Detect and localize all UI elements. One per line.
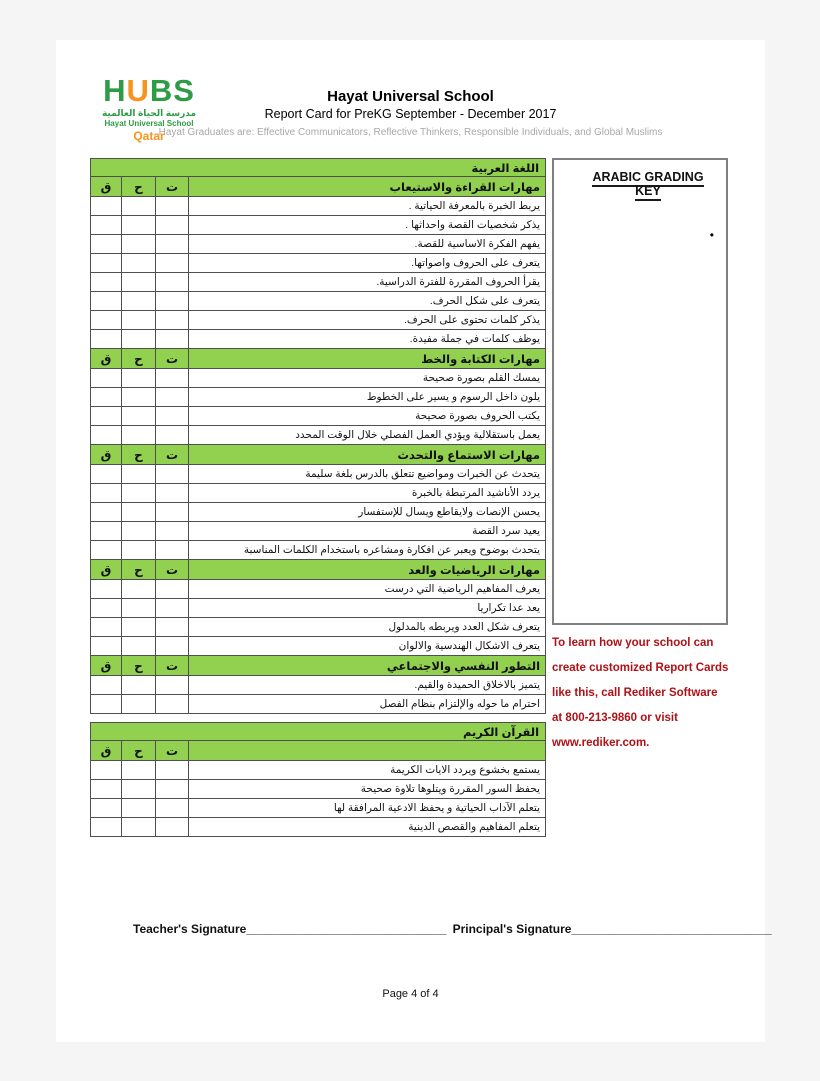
grade-col-t: ت [156,445,189,465]
grade-cell [156,426,189,445]
skill-text: يتعلم الآداب الحياتية و يحفظ الادعية المرافقة لها [189,799,546,818]
principal-signature-label: Principal's Signature [452,922,572,936]
grade-cell [156,197,189,216]
table-row [91,503,546,522]
arabic-grading-key-box [552,158,728,625]
grade-cell [91,216,122,235]
rediker-promo-text [552,631,752,756]
skill-text: يوظف كلمات في جملة مفيدة. [189,330,546,349]
table-row [91,465,546,484]
skill-text: يستمع بخشوع ويردد الايات الكريمة [189,761,546,780]
table-row [91,292,546,311]
grade-cell [156,292,189,311]
table-row [91,235,546,254]
grade-cell [122,465,156,484]
report-card-page [56,40,772,1042]
grade-col-h: ح [122,177,156,197]
grade-cell [122,388,156,407]
grade-cell [91,618,122,637]
skill-text: يتحدث بوضوح ويعبر عن افكارة ومشاعره باستخدام الكلمات المناسبة [189,541,546,560]
skill-text: يتميز بالاخلاق الحميدة والقيم. [189,676,546,695]
grade-cell [156,818,189,837]
grade-cell [91,484,122,503]
grade-cell [122,637,156,656]
skill-text: يذكر شخصيات القصة واحداثها . [189,216,546,235]
table-row [91,426,546,445]
promo-line: at 800-213-9860 or visit [552,712,678,724]
table-row [91,799,546,818]
grade-cell [156,465,189,484]
page-title: Hayat Universal School [327,88,494,105]
table-row [91,197,546,216]
grade-col-h: ح [122,741,156,761]
skill-text: يلون داخل الرسوم و يسير على الخطوط [189,388,546,407]
logo-letter-h: H [103,73,127,108]
grade-cell [156,580,189,599]
table-row [91,780,546,799]
grade-col-t: ت [156,349,189,369]
skill-text: يعمل باستقلالية ويؤدي العمل الفصلي خلال الوقت المحدد [189,426,546,445]
table-title-row [91,159,546,177]
report-subtitle: Report Card for PreKG September - December 2017 [264,107,557,121]
section-header-row [91,445,546,465]
principal-signature-line: ______________________________ [571,922,772,936]
table-row [91,216,546,235]
grade-cell [122,216,156,235]
skill-text: احترام ما حوله والإلتزام بنظام الفصل [189,695,546,714]
grade-cell [156,541,189,560]
section-header-label: التطور النفسي والاجتماعي [189,656,546,676]
section-header-row [91,656,546,676]
skill-text: يربط الخبرة بالمعرفة الحياتية . [189,197,546,216]
logo-arabic-name: مدرسة الحياة العالمية [101,108,197,118]
skill-text: يردد الأناشيد المرتبطة بالخبرة [189,484,546,503]
grade-cell [156,522,189,541]
grade-cell [91,407,122,426]
grade-col-t: ت [156,656,189,676]
grade-cell [91,503,122,522]
skill-text: يمسك القلم بصورة صحيحة [189,369,546,388]
grade-cell [156,235,189,254]
grade-cell [156,676,189,695]
grade-cell [156,599,189,618]
logo-english-name: Hayat Universal School [104,119,194,128]
table-title: اللغة العربية [91,159,546,177]
skill-text: يقرأ الحروف المقررة للفترة الدراسية. [189,273,546,292]
grade-cell [91,761,122,780]
signature-section [133,922,772,936]
skill-text: يعيد سرد القصة [189,522,546,541]
table-title: القرآن الكريم [91,723,546,741]
grade-cell [156,216,189,235]
grade-cell [122,541,156,560]
grade-col-q: ق [91,349,122,369]
table-row [91,580,546,599]
grade-cell [122,676,156,695]
grade-cell [122,330,156,349]
grade-cell [156,695,189,714]
grade-cell [156,388,189,407]
table-title-row [91,723,546,741]
grade-cell [91,465,122,484]
grade-cell [122,818,156,837]
grade-cell [91,522,122,541]
grade-cell [91,235,122,254]
grade-col-h: ح [122,445,156,465]
skill-text: يتعرف شكل العدد ويربطه بالمدلول [189,618,546,637]
table-row [91,369,546,388]
table-row [91,599,546,618]
grade-col-h: ح [122,560,156,580]
table-row [91,330,546,349]
grade-cell [156,484,189,503]
grade-col-q: ق [91,445,122,465]
grade-col-t: ت [156,560,189,580]
skill-text: يعرف المفاهيم الرياضية التي درست [189,580,546,599]
grade-cell [91,330,122,349]
grade-col-q: ق [91,741,122,761]
section-header-label [189,741,546,761]
grade-cell [122,369,156,388]
grade-cell [156,618,189,637]
skill-text: يفهم الفكرة الاساسية للقصة. [189,235,546,254]
grade-cell [91,426,122,445]
grade-cell [156,799,189,818]
grade-cell [122,599,156,618]
grade-cell [122,292,156,311]
table-row [91,484,546,503]
table-row [91,618,546,637]
grade-col-t: ت [156,177,189,197]
grade-col-q: ق [91,656,122,676]
grade-cell [91,780,122,799]
grade-cell [122,235,156,254]
table-row [91,388,546,407]
grade-cell [156,407,189,426]
table-row [91,637,546,656]
grade-cell [91,292,122,311]
page-number: Page 4 of 4 [382,988,439,1000]
table-row [91,761,546,780]
section-header-row [91,177,546,197]
section-header-label: مهارات الكتابة والخط [189,349,546,369]
grade-cell [91,580,122,599]
skill-text: يتعرف الاشكال الهندسية والالوان [189,637,546,656]
grade-cell [156,273,189,292]
section-header-label: مهارات الرياضيات والعد [189,560,546,580]
grade-cell [122,799,156,818]
grade-cell [91,197,122,216]
skill-text: يتحدث عن الخبرات ومواضيع تتعلق بالدرس بلغة سليمة [189,465,546,484]
grade-cell [91,388,122,407]
grade-cell [122,254,156,273]
grade-cell [91,369,122,388]
grade-cell [156,311,189,330]
grade-cell [122,197,156,216]
skill-text: يتعرف على شكل الحرف. [189,292,546,311]
skill-text: يذكر كلمات تحتوى على الحرف. [189,311,546,330]
grade-cell [122,426,156,445]
grade-col-q: ق [91,177,122,197]
grading-key-title: ARABIC GRADING KEY [578,170,718,198]
grade-cell [91,254,122,273]
section-header-row [91,741,546,761]
section-header-label: مهارات الاستماع والتحدث [189,445,546,465]
grade-cell [122,761,156,780]
table-row [91,818,546,837]
skill-text: يتعلم المفاهيم والقصص الدينية [189,818,546,837]
skill-text: يكتب الحروف بصورة صحيحة [189,407,546,426]
teacher-signature-line: ______________________________ [246,922,447,936]
grade-cell [122,695,156,714]
skill-text: يعد عدا تكراريا [189,599,546,618]
grade-col-h: ح [122,656,156,676]
grade-cell [91,695,122,714]
grade-cell [122,407,156,426]
grade-cell [156,330,189,349]
table-row [91,254,546,273]
table-row [91,541,546,560]
grade-cell [156,369,189,388]
school-motto: Hayat Graduates are: Effective Communicators, Reflective Thinkers, Responsible Individuals, and Global Muslims [158,127,663,138]
arabic-language-table [90,158,546,714]
grade-cell [91,799,122,818]
promo-line: To learn how your school can [552,637,714,649]
table-row [91,311,546,330]
promo-line: like this, call Rediker Software [552,687,718,699]
bullet-icon: • [709,228,714,242]
grade-cell [122,273,156,292]
logo-country: Qatar [133,129,165,143]
grade-cell [122,580,156,599]
section-header-row [91,560,546,580]
grade-cell [91,311,122,330]
grade-cell [122,484,156,503]
grade-cell [122,780,156,799]
grade-cell [156,761,189,780]
table-row [91,522,546,541]
grade-cell [91,599,122,618]
promo-line: www.rediker.com. [552,737,650,749]
grade-cell [156,637,189,656]
logo-letter-u: U [126,73,150,108]
skill-text: يتعرف على الحروف واصواتها. [189,254,546,273]
grade-cell [156,503,189,522]
promo-line: create customized Report Cards [552,662,729,674]
grade-cell [122,503,156,522]
grade-cell [122,618,156,637]
grade-cell [91,541,122,560]
grade-cell [122,311,156,330]
table-row [91,676,546,695]
table-row [91,273,546,292]
grade-col-q: ق [91,560,122,580]
skill-text: يحسن الإنصات ولايقاطع ويسال للإستفسار [189,503,546,522]
grade-cell [91,818,122,837]
grade-cell [156,254,189,273]
grade-cell [91,676,122,695]
grade-cell [156,780,189,799]
quran-table [90,722,546,837]
teacher-signature-label: Teacher's Signature [133,922,247,936]
section-header-label: مهارات القراءة والاستيعاب [189,177,546,197]
logo-letters-bs: BS [149,73,195,108]
grade-cell [91,637,122,656]
grade-cell [91,273,122,292]
grade-cell [122,522,156,541]
section-header-row [91,349,546,369]
skill-text: يحفظ السور المقررة ويتلوها تلاوة صحيحة [189,780,546,799]
grade-col-t: ت [156,741,189,761]
table-row [91,407,546,426]
grade-col-h: ح [122,349,156,369]
table-row [91,695,546,714]
